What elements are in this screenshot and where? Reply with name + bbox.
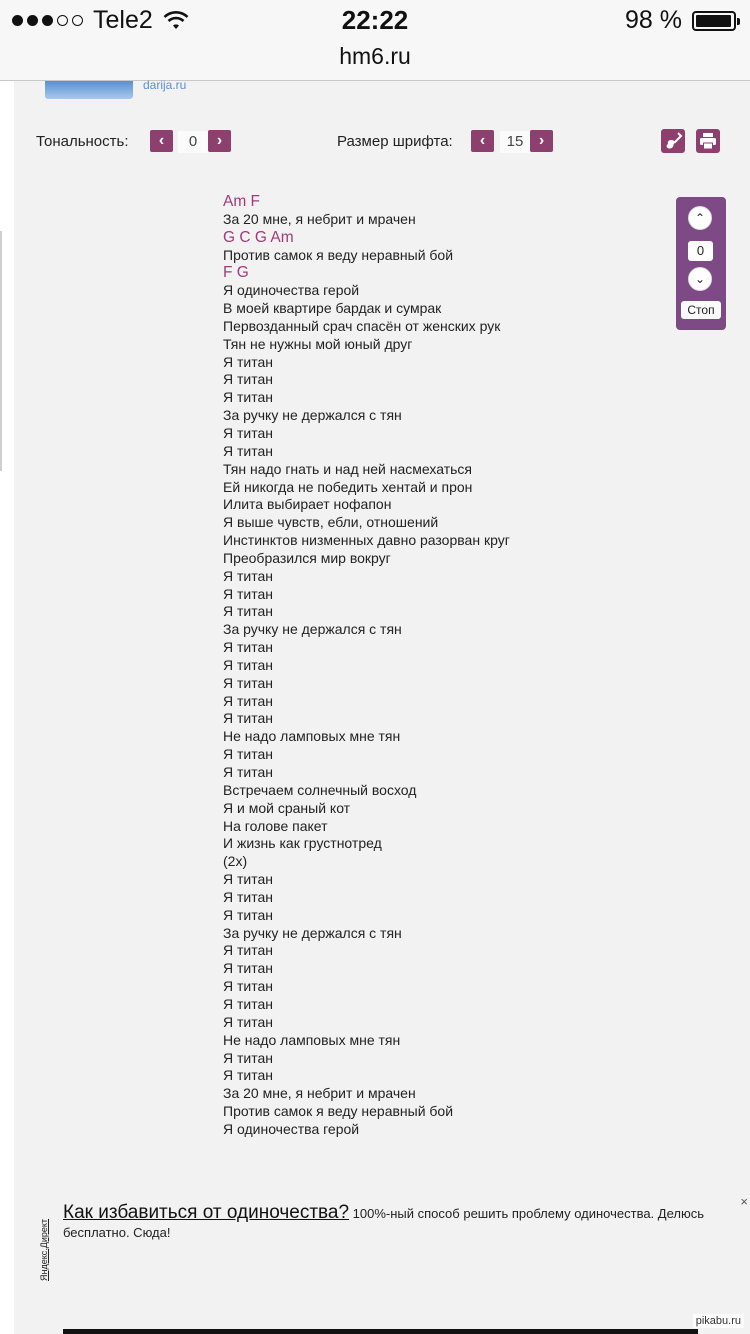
key-down-button[interactable]: ‹: [150, 130, 173, 152]
lyric-line: Я титан: [223, 960, 274, 977]
lyric-line: Я титан: [223, 424, 274, 441]
lyric-line: Инстинктов низменных давно разорван круг: [223, 532, 510, 549]
lyric-line: Я титан: [223, 389, 274, 406]
font-size-label: Размер шрифта:: [337, 133, 453, 150]
lyric-line: Не надо ламповых мне тян: [223, 1031, 401, 1048]
chord-line: Am F: [223, 193, 261, 210]
lyric-line: И жизнь как грустнотред: [223, 835, 382, 852]
banner-image[interactable]: [45, 81, 133, 99]
lyric-line: Я титан: [223, 371, 274, 388]
ad-provider-label[interactable]: Яндекс.Директ: [39, 1218, 49, 1281]
lyric-line: Я титан: [223, 567, 274, 584]
lyric-line: Я титан: [223, 871, 274, 888]
lyric-line: За 20 мне, я небрит и мрачен: [223, 1085, 416, 1102]
lyric-line: Я титан: [223, 746, 274, 763]
lyric-line: За ручку не держался с тян: [223, 621, 402, 638]
lyric-line: Я титан: [223, 906, 274, 923]
lyric-line: Я титан: [223, 995, 274, 1012]
key-value: 0: [178, 131, 208, 153]
scroll-speed-down-button[interactable]: ⌄: [688, 267, 712, 291]
battery-fill: [696, 15, 731, 27]
address-bar[interactable]: [0, 40, 750, 81]
font-size-up-button[interactable]: ›: [530, 130, 553, 152]
battery-percent: 98 %: [625, 6, 682, 34]
lyric-line: Преобразился мир вокруг: [223, 549, 391, 566]
lyric-line: Тян не нужны мой юный друг: [223, 335, 413, 352]
lyric-line: Я титан: [223, 656, 274, 673]
key-label: Тональность:: [36, 133, 129, 150]
lyric-line: Против самок я веду неравный бой: [223, 1103, 454, 1120]
lyric-line: Я и мой сраный кот: [223, 799, 351, 816]
lyric-line: На голове пакет: [223, 817, 328, 834]
page-content: [14, 78, 750, 1334]
lyric-line: Я титан: [223, 674, 274, 691]
lyric-line: Тян надо гнать и над ней насмехаться: [223, 460, 472, 477]
scroll-speed-value: 0: [688, 241, 713, 261]
banner-link[interactable]: darija.ru: [143, 78, 187, 92]
lyric-line: Я титан: [223, 1049, 274, 1066]
print-icon[interactable]: [696, 129, 720, 153]
lyric-line: За ручку не держался с тян: [223, 924, 402, 941]
url-text[interactable]: hm6.ru: [339, 43, 411, 69]
lyric-line: Я титан: [223, 710, 274, 727]
font-size-value: 15: [500, 131, 530, 153]
song-lyrics: [223, 193, 643, 1139]
carrier-name: Tele2: [93, 6, 153, 34]
lyric-line: Я титан: [223, 1067, 274, 1084]
lyric-line: Я титан: [223, 692, 274, 709]
left-gutter-line: [0, 231, 2, 471]
lyric-line: Я титан: [223, 978, 274, 995]
guitar-icon[interactable]: [661, 129, 685, 153]
lyric-line: Я одиночества герой: [223, 1120, 360, 1137]
lyric-line: Я одиночества герой: [223, 282, 360, 299]
watermark: pikabu.ru: [693, 1314, 744, 1328]
lyric-line: Я титан: [223, 888, 274, 905]
ad-close-icon[interactable]: ×: [740, 1194, 748, 1209]
lyric-line: В моей квартире бардак и сумрак: [223, 300, 442, 317]
lyric-line: Не надо ламповых мне тян: [223, 728, 401, 745]
lyric-line: За ручку не держался с тян: [223, 407, 402, 424]
scroll-stop-button[interactable]: Стоп: [681, 301, 721, 319]
lyric-line: Я титан: [223, 1013, 274, 1030]
lyric-line: За 20 мне, я небрит и мрачен: [223, 210, 416, 227]
lyric-line: (2x): [223, 853, 248, 870]
lyric-line: Встречаем солнечный восход: [223, 781, 417, 798]
battery-icon: [692, 11, 736, 31]
bottom-divider: [63, 1329, 698, 1334]
lyric-line: Я титан: [223, 442, 274, 459]
lyric-line: Ей никогда не победить хентай и прон: [223, 478, 473, 495]
chord-line: G C G Am: [223, 228, 294, 246]
lyric-line: Я титан: [223, 353, 274, 370]
ad-block: [63, 1203, 743, 1242]
ad-title-link[interactable]: Как избавиться от одиночества?: [63, 1202, 350, 1223]
lyric-line: Я титан: [223, 603, 274, 620]
lyric-line: Первозданный срач спасён от женских рук: [223, 317, 501, 334]
lyric-line: Я титан: [223, 942, 274, 959]
lyric-line: Я выше чувств, ебли, отношений: [223, 514, 439, 531]
status-bar: [0, 0, 750, 40]
key-up-button[interactable]: ›: [208, 130, 231, 152]
lyric-line: Против самок я веду неравный бой: [223, 246, 454, 263]
ad-description: 100%-ный способ решить проблему одиночества. Делюсь бесплатно. Сюда!: [63, 1206, 704, 1240]
lyric-line: Я титан: [223, 585, 274, 602]
autoscroll-panel: [676, 197, 726, 330]
lyric-line: Илита выбирает нофапон: [223, 496, 392, 513]
chord-line: F G: [223, 264, 249, 282]
lyric-line: Я титан: [223, 639, 274, 656]
scroll-speed-up-button[interactable]: ⌃: [688, 206, 712, 230]
lyric-line: Я титан: [223, 764, 274, 780]
left-gutter: [0, 81, 14, 1334]
clock: 22:22: [341, 5, 409, 35]
font-size-down-button[interactable]: ‹: [471, 130, 494, 152]
